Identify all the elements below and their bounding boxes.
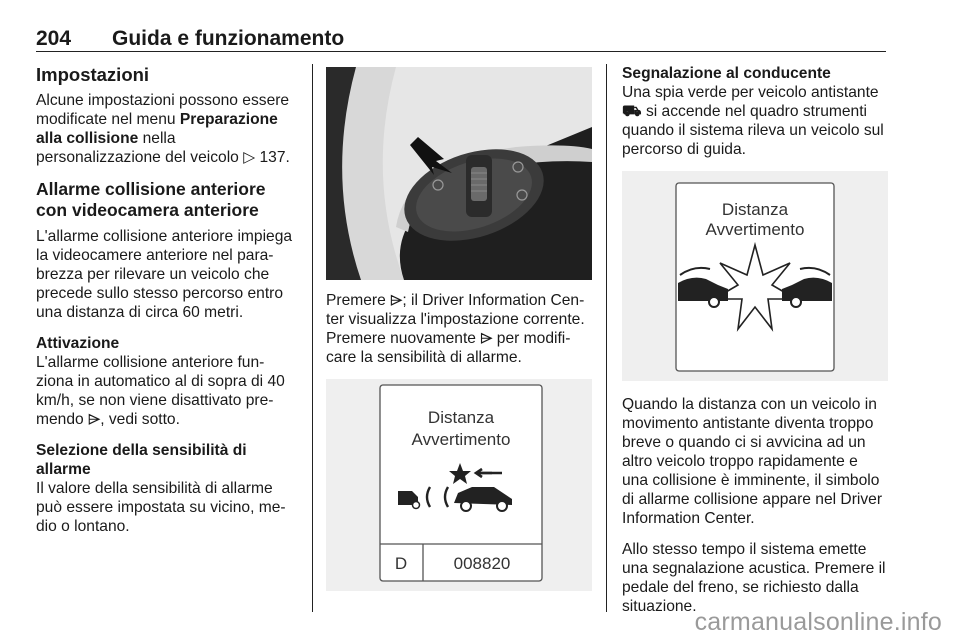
warning-title-line1: Distanza — [721, 200, 789, 219]
press-text: Premere — [326, 292, 391, 309]
settings-paragraph — [36, 91, 300, 167]
column-middle — [326, 64, 592, 591]
collision-warning-illustration — [622, 171, 888, 381]
activation-text: L'allarme collisione anteriore fun-ziona in automatico al di sopra di 40 km/h, se non viene disattivato pre-mendo — [36, 354, 285, 428]
settings-text: Alcune impostazioni possono essere modificate nel menu — [36, 92, 290, 128]
display-title-line1: Distanza — [427, 408, 495, 427]
steering-wheel-illustration — [326, 67, 592, 280]
fcw-heading: Allarme collisione anteriore con videocamera anteriore — [36, 179, 266, 220]
header-rule — [36, 51, 886, 52]
driver-alert-heading: Segnalazione al conducente — [622, 65, 831, 82]
press-text: ; il Driver Information Cen-ter visualizza l'impostazione corrente. Premere nuovamente — [326, 292, 585, 347]
driver-alert-text: Una spia verde per veicolo antistante — [622, 84, 879, 101]
activation-heading: Attivazione — [36, 335, 120, 352]
press-paragraph — [326, 291, 592, 367]
display-title-line2: Avvertimento — [411, 430, 511, 449]
settings-menu-link[interactable]: Preparazione alla collisione — [36, 111, 278, 147]
collision-paragraph: Quando la distanza con un veicolo in movimento antistante diventa troppo breve o quando ci si avvicina ad un altro veicolo troppo rapidamente e una collisione è imminente, il simbolo di allarme collisione appare nel Driver Information Center. — [622, 396, 883, 527]
settings-text: nella personalizzazione del veicolo — [36, 130, 244, 166]
warning-title-line2: Avvertimento — [705, 220, 805, 239]
activation-paragraph — [36, 353, 300, 429]
section-title: Guida e funzionamento — [112, 27, 345, 50]
watermark: carmanualsonline.info — [694, 608, 942, 636]
sound-paragraph: Allo stesso tempo il sistema emette una segnalazione acustica. Premere il pedale del freno, se richiesto dalla situazione. — [622, 541, 886, 615]
column-left — [36, 64, 300, 548]
column-right — [622, 64, 888, 628]
odometer-value: 008820 — [453, 554, 511, 573]
column-divider — [606, 64, 607, 612]
fcw-intro: L'allarme collisione anteriore impiega la videocamere anteriore nel para-brezza per rilevare un veicolo che precede sullo stesso percorso entro una distanza di circa 60 metri. — [36, 228, 293, 321]
driver-alert-paragraph — [622, 83, 888, 159]
page-number: 204 — [36, 27, 72, 50]
sensitivity-text: Il valore della sensibilità di allarme può essere impostata su vicino, me-dio o lontano. — [36, 480, 286, 535]
fcw-button-icon: ⌲ — [390, 292, 403, 309]
column-divider — [312, 64, 313, 612]
gear-indicator: D — [394, 554, 408, 573]
page-reference-link[interactable]: ▷ 137. — [243, 149, 290, 166]
activation-text: , vedi sotto. — [100, 411, 180, 428]
fcw-button-icon: ⌲ — [480, 330, 493, 347]
driver-alert-text: si accende nel quadro strumenti quando il sistema rileva un veicolo sul percorso di guida. — [622, 103, 884, 158]
driver-info-display-illustration — [326, 379, 592, 591]
settings-heading: Impostazioni — [36, 64, 150, 85]
sensitivity-heading: Selezione della sensibilità di allarme — [36, 442, 247, 478]
press-text: per modifi-care la sensibilità di allarme. — [326, 330, 571, 366]
vehicle-ahead-icon: ⛟ — [622, 103, 642, 120]
page-header — [36, 27, 886, 51]
fcw-button-icon: ⌲ — [88, 411, 101, 428]
